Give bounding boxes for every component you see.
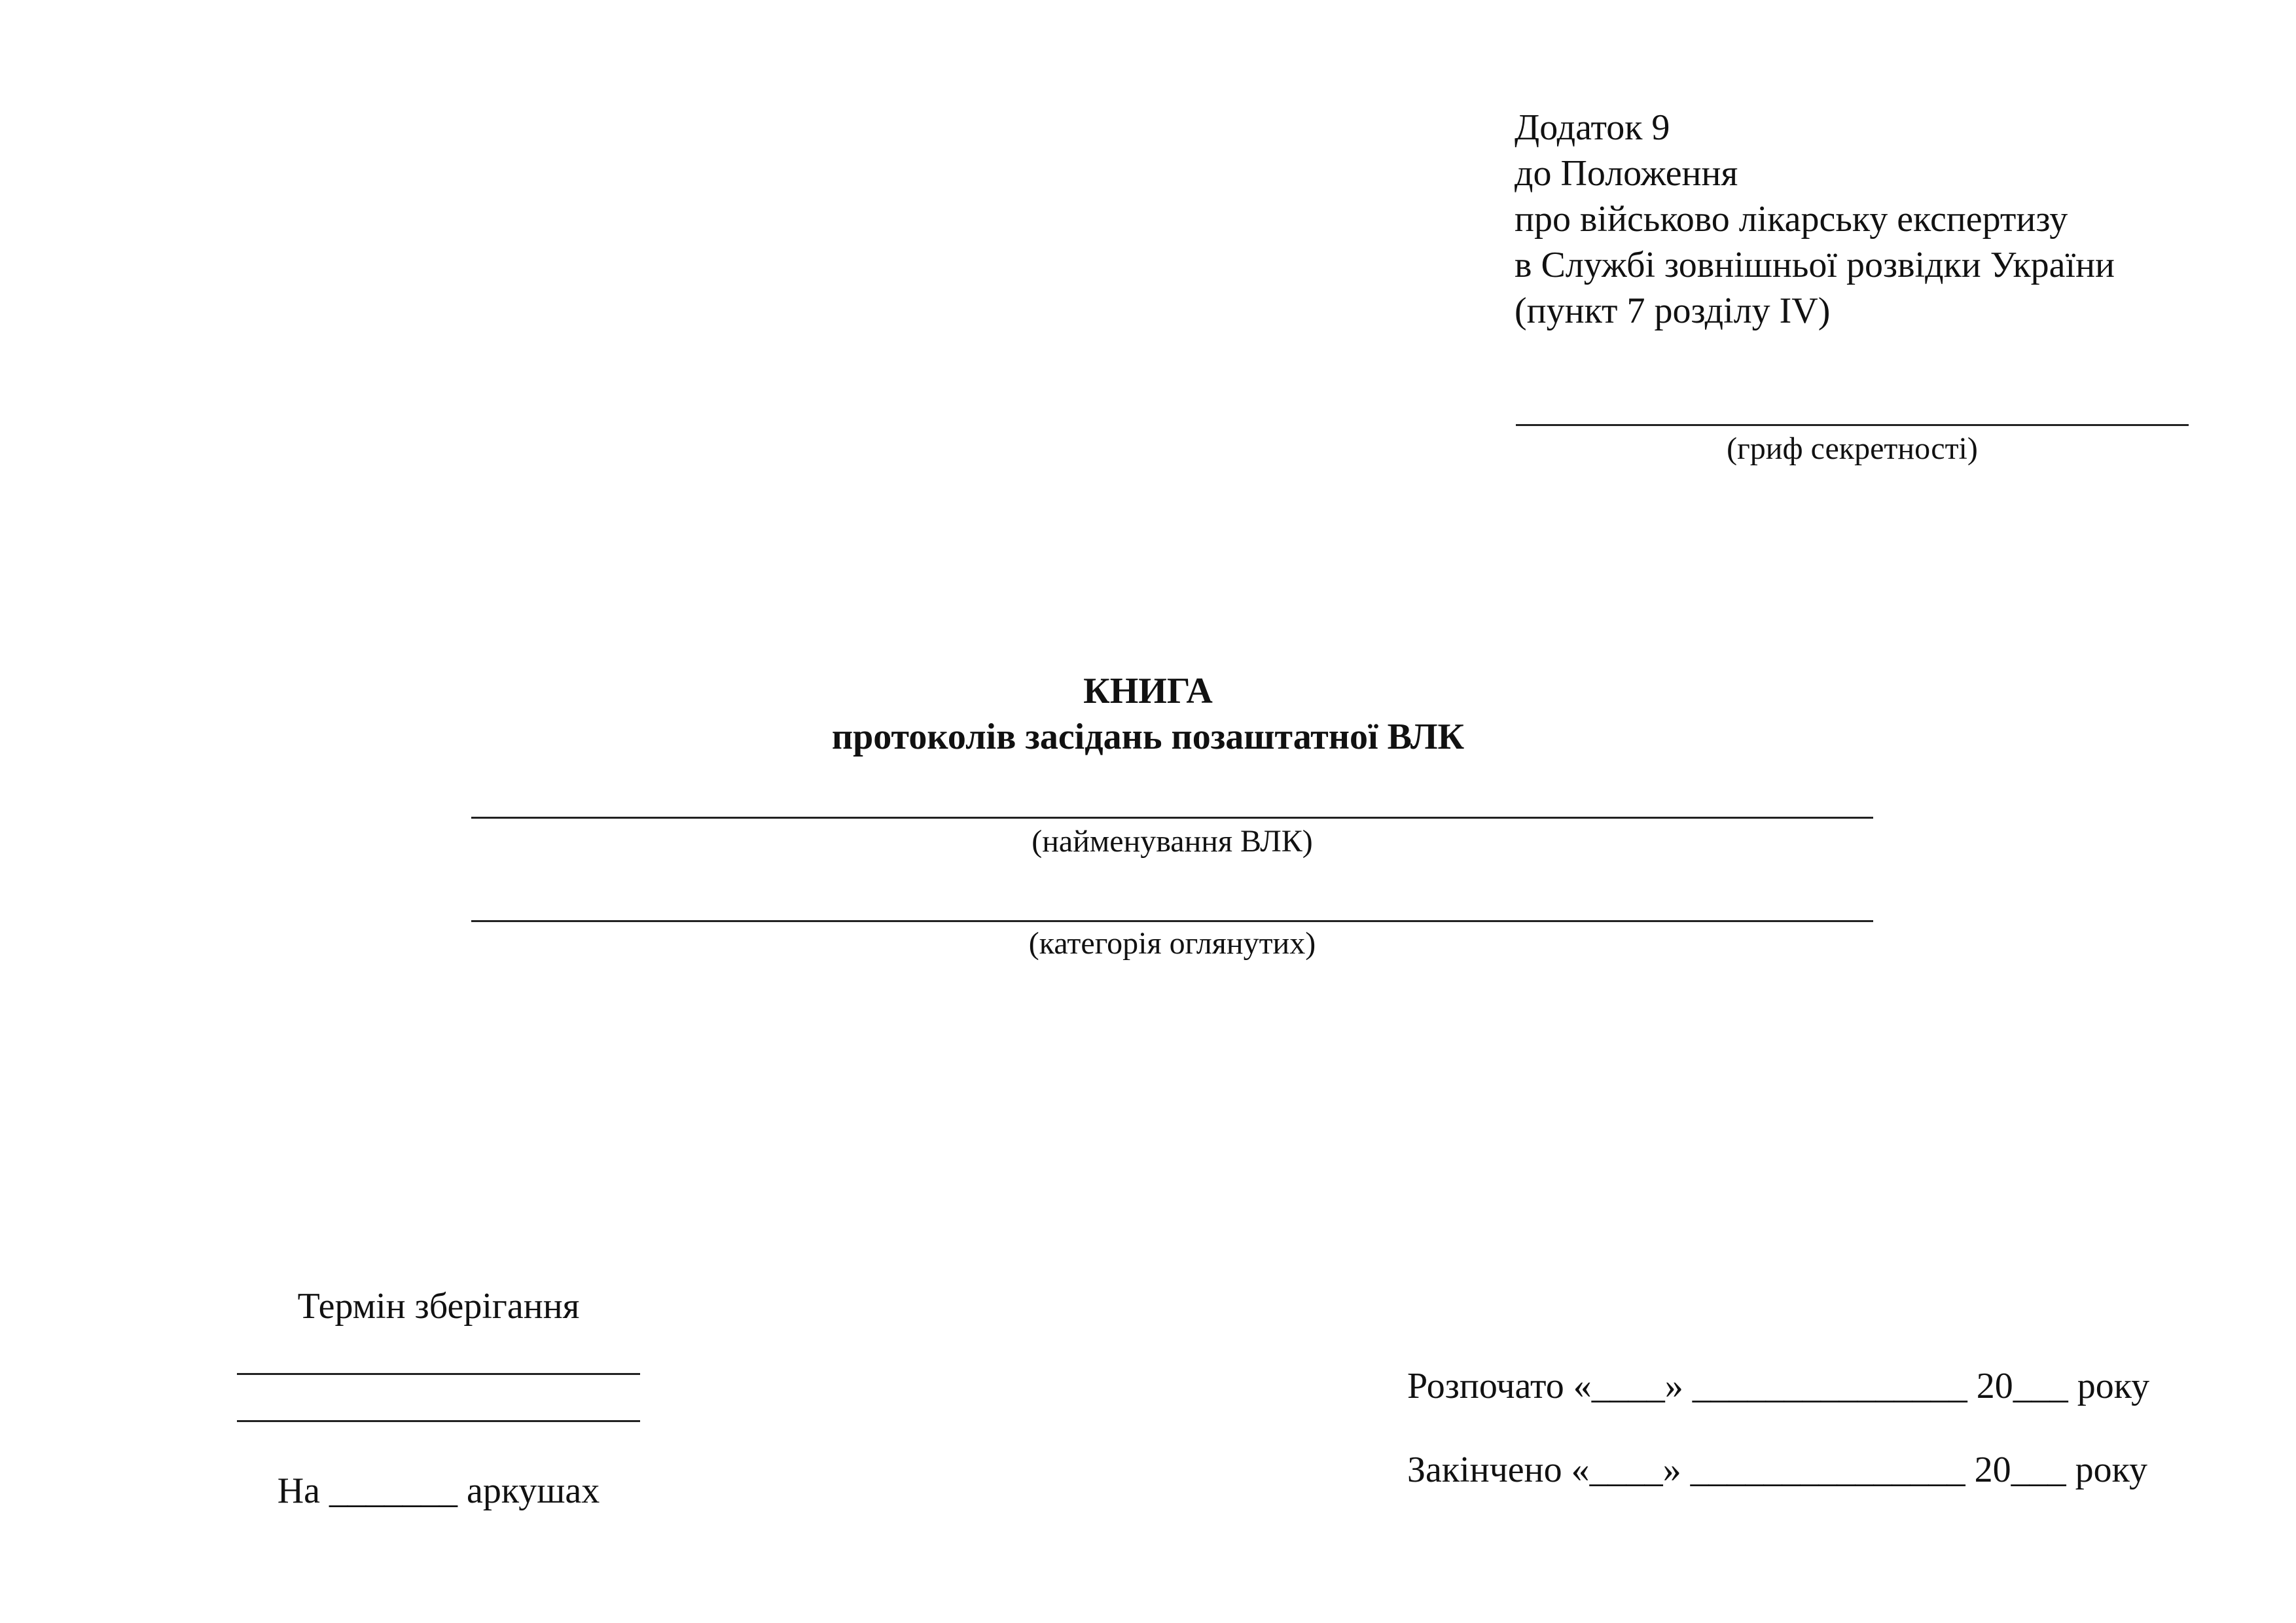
appendix-block	[1515, 105, 2115, 334]
storage-term-line	[237, 1420, 640, 1422]
vlk-name-caption: (найменування ВЛК)	[1031, 824, 1313, 859]
sheets-count: На _______ аркушах	[277, 1471, 600, 1511]
appendix-line: до Положення	[1515, 153, 1738, 194]
category-caption: (категорія оглянутих)	[1028, 926, 1316, 961]
vlk-name-line	[471, 817, 1873, 819]
secrecy-stamp-line	[1516, 424, 2189, 426]
finished-date: Закінчено «____» _______________ 20___ року	[1407, 1450, 2148, 1490]
appendix-line: в Службі зовнішньої розвідки України	[1515, 245, 2115, 285]
category-line	[471, 920, 1873, 922]
storage-term-line	[237, 1373, 640, 1375]
document-title: КНИГА	[1083, 671, 1213, 711]
storage-term-label: Термін зберігання	[297, 1286, 580, 1327]
secrecy-stamp-caption: (гриф секретності)	[1727, 431, 1978, 466]
started-date: Розпочато «____» _______________ 20___ року	[1407, 1366, 2150, 1406]
appendix-line: (пункт 7 розділу IV)	[1515, 291, 1831, 331]
appendix-line: Додаток 9	[1515, 107, 1670, 148]
appendix-line: про військово лікарську експертизу	[1515, 199, 2068, 240]
document-subtitle: протоколів засідань позаштатної ВЛК	[831, 717, 1465, 757]
